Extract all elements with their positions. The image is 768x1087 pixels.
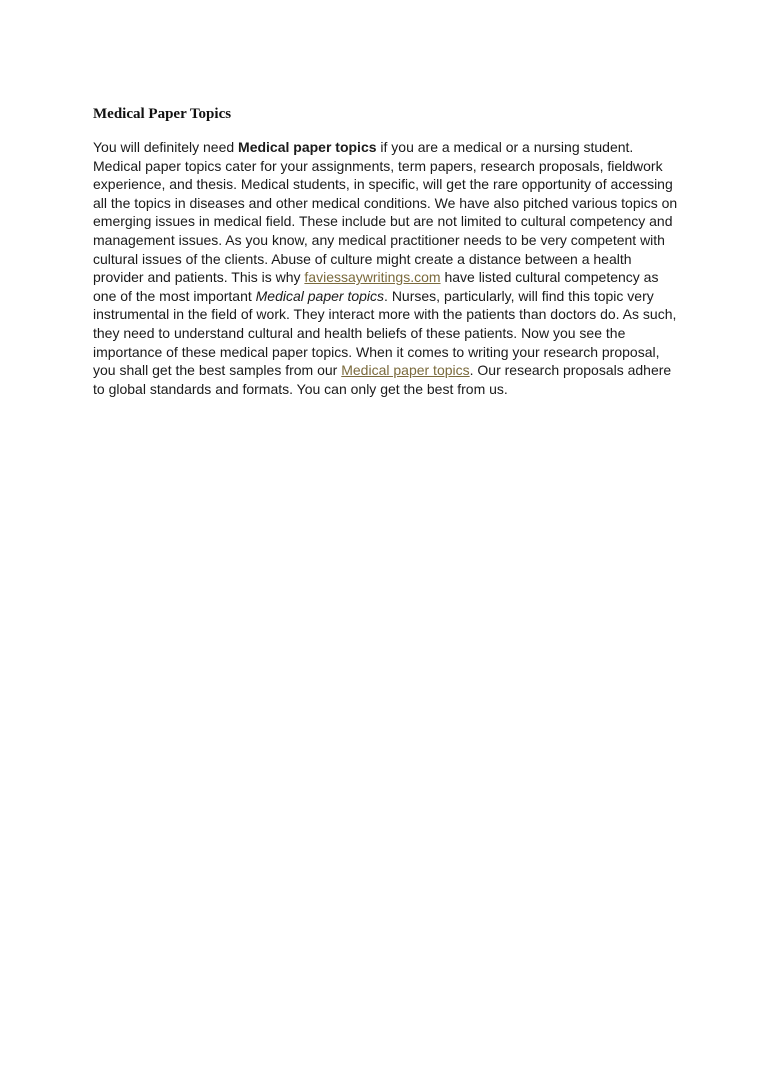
medical-paper-topics-link[interactable]: Medical paper topics <box>341 362 470 379</box>
paragraph-text-4: . Nurses, particularly, will find this topic very instrumental in the field of work. They interact more with the patients than doctors do. As such, they need to understand cultural and health beliefs of these patients. Now you see the importance of these medical paper topics. When it comes to writing your research proposal, you shall get the best samples from our <box>93 287 677 379</box>
paragraph-text-1: You will definitely need <box>93 139 239 155</box>
document-title: Medical Paper Topics <box>93 106 232 122</box>
bold-keyword: Medical paper topics <box>238 139 377 155</box>
paragraph-text-3: have listed cultural competency as one of the most important <box>93 269 659 304</box>
site-link[interactable]: faviessaywritings.com <box>304 269 441 286</box>
paragraph-text-2: if you are a medical or a nursing student. Medical paper topics cater for your assignments, term papers, research proposals, fieldwork experience, and thesis. Medical students, in specific, will get the rare opportunity of accessing all the topics in diseases and other medical conditions. We have also pitched various topics on emerging issues in medical field. These include but are not limited to cultural competency and management issues. As you know, any medical practitioner needs to be very competent with cultural issues of the clients. Abuse of culture might create a distance between a health provider and patients. This is why <box>93 139 678 286</box>
italic-keyword: Medical paper topics <box>255 287 385 304</box>
body-paragraph <box>93 138 681 398</box>
paragraph-text-5: . Our research proposals adhere to global standards and formats. You can only get the best from us. <box>93 362 672 397</box>
